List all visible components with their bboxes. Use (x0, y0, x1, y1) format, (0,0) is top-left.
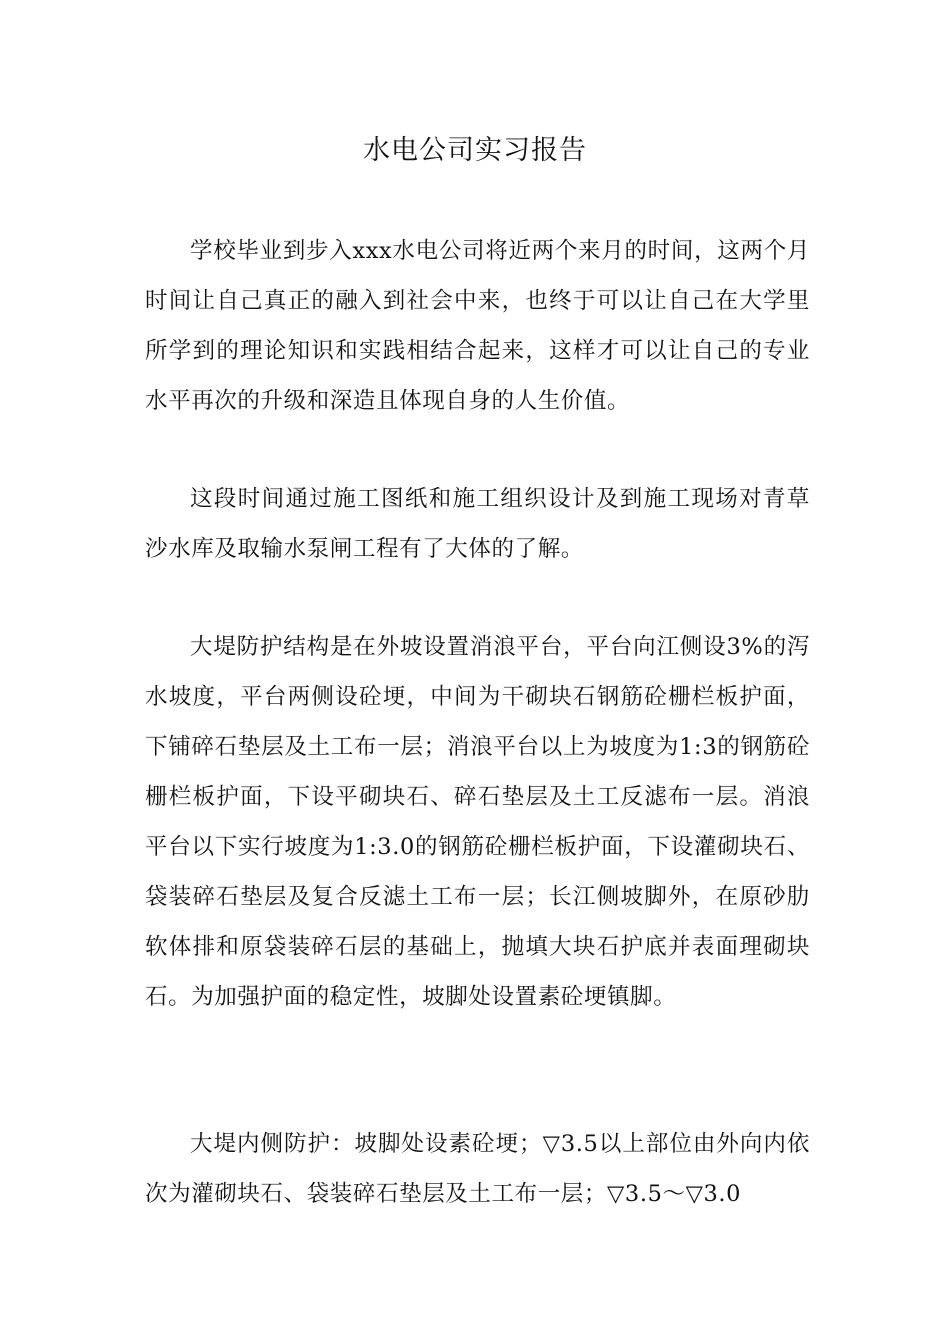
document-title: 水电公司实习报告 (363, 135, 587, 166)
paragraph-embankment-inner: 大堤内侧防护：坡脚处设素砼埂；▽3.5以上部位由外向内依次为灌砌块石、袋装碎石垫层及土工布一层；▽3.5～▽3.0 (145, 1131, 810, 1207)
paragraph-intro: 学校毕业到步入xxx水电公司将近两个来月的时间，这两个月时间让自己真正的融入到社会中来，也终于可以让自己在大学里所学到的理论知识和实践相结合起来，这样才可以让自己的专业水平再次的升级和深造且体现自身的人生价值。 (145, 238, 810, 414)
paragraph-overview: 这段时间通过施工图纸和施工组织设计及到施工现场对青草沙水库及取输水泵闸工程有了大体的了解。 (145, 486, 810, 562)
paragraph-embankment-outer: 大堤防护结构是在外坡设置消浪平台，平台向江侧设3%的泻水坡度，平台两侧设砼埂，中间为干砌块石钢筋砼栅栏板护面，下铺碎石垫层及土工布一层；消浪平台以上为坡度为1:3的钢筋砼栅栏板护面，下设平砌块石、碎石垫层及土工反滤布一层。消浪平台以下实行坡度为1:3.0的钢筋砼栅栏板护面，下设灌砌块石、袋装碎石垫层及复合反滤土工布一层；长江侧坡脚外，在原砂肋软体排和原袋装碎石层的基础上，抛填大块石护底并表面理砌块石。为加强护面的稳定性，坡脚处设置素砼埂镇脚。 (145, 634, 810, 1010)
